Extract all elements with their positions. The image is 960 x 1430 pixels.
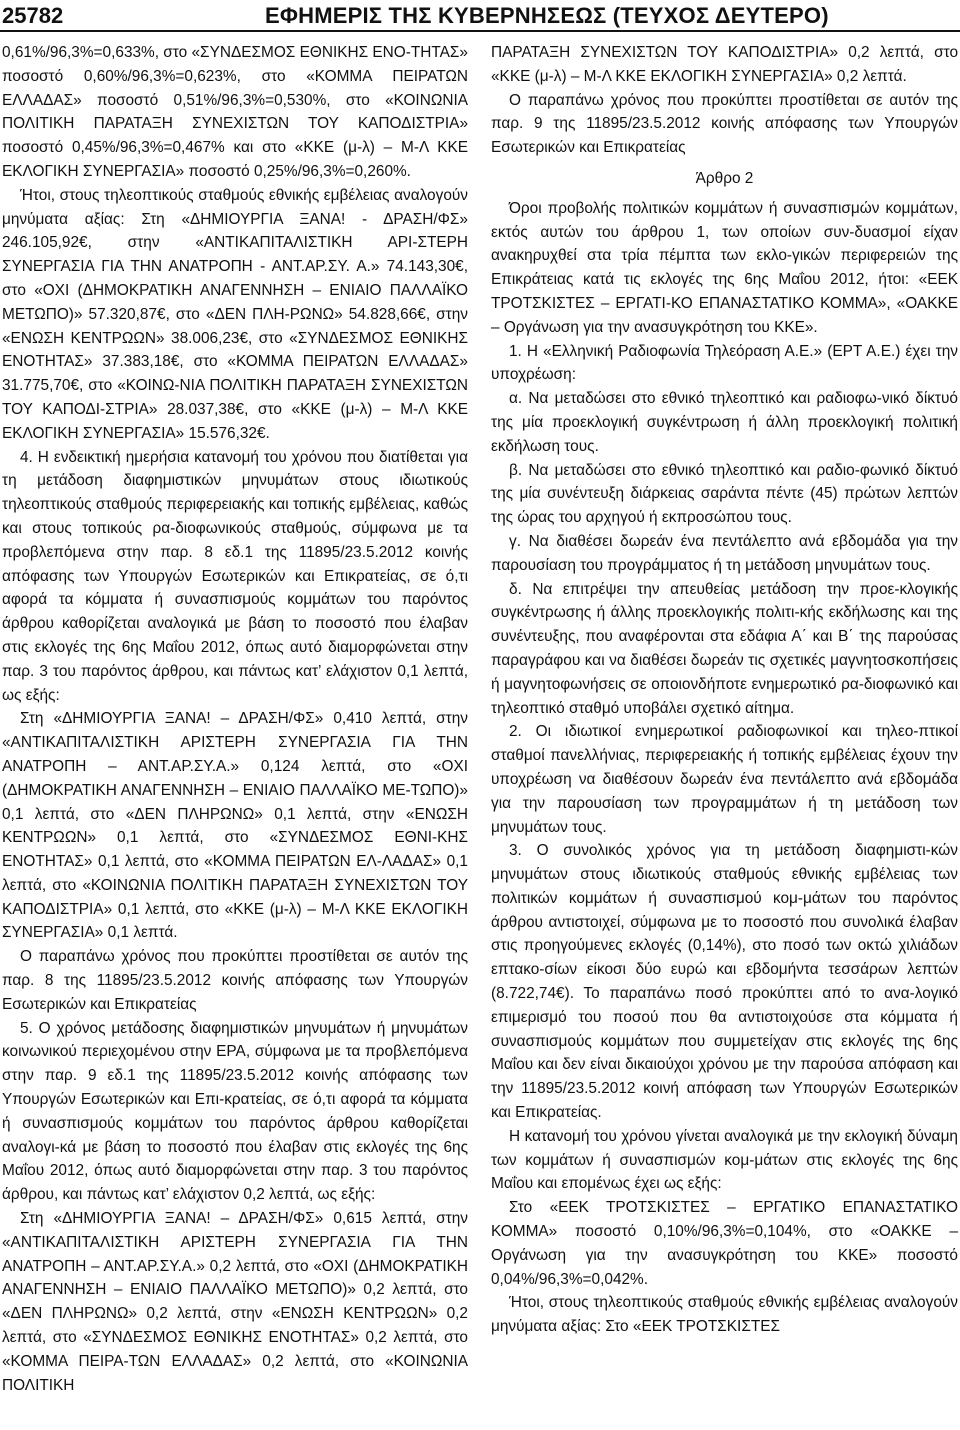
paragraph: 4. Η ενδεικτική ημερήσια κατανομή του χρόνου που διατίθεται για τη μετάδοση διαφημιστικών μηνυμάτων στους ιδιωτικούς τηλεοπτικούς σταθμούς περιφερειακής και τοπικής εμβέλειας, καθώς και στους τοπικούς ρα-διοφωνικούς σταθμούς, σύμφωνα με τα προβλεπόμενα στην παρ. 8 εδ.1 της 11895/23.5.2012 κοινής απόφασης των Υπουργών Εσωτερικών και Επικρατείας, σε ό,τι αφορά τα κόμματα ή συνασπισμούς κομμάτων του παρόντος άρθρου καθορίζεται αναλογικά με βάση το ποσοστό που έλαβαν στις εκλογές της 6ης Μαΐου 2012, όπως αυτό διαμορφώνεται στην παρ. 3 του παρόντος άρθρου, και πάντως κατ’ ελάχιστον 0,1 λεπτά, ως εξής: [2, 448, 468, 704]
paragraph: δ. Να επιτρέψει την απευθείας μετάδοση την προε-κλογικής συγκέντρωσης ή άλλης προεκλογικής πολιτι-κής εκδήλωσης και της συνέντευξης, που αναφέρονται στα εδάφια Α΄ και Β΄ της παρούσας παραγράφου και να διαθέσει δωρεάν τις σχετικές μαγνητοσκοπήσεις ή μαγνητοφωνήσεις σε οποιονδήποτε ενημερωτικό ρα-διοφωνικό και τηλεοπτικό σταθμό υποβάλει σχετικό αίτημα. [491, 580, 958, 717]
page-header [0, 0, 960, 30]
article-heading: Άρθρο 2 [695, 169, 754, 187]
paragraph: α. Να μεταδώσει στο εθνικό τηλεοπτικό και ραδιοφω-νικό δίκτυό της μία προεκλογική συγκέντρωση ή άλλη προεκλογική πολιτική εκδήλωση τους. [491, 390, 958, 455]
paragraph: Όροι προβολής πολιτικών κομμάτων ή συνασπισμών κομμάτων, εκτός αυτών του άρθρου 1, των οποίων συν-δυασμοί είχαν ανακηρυχθεί στα τρία πέμπτα των εκλο-γικών περιφερειών της Επικράτειας κατά τις εκλογές της 6ης Μαΐου 2012, ήτοι: «ΕΕΚ ΤΡΟΤΣΚΙΣΤΕΣ – ΕΡΓΑΤΙ-ΚΟ ΕΠΑΝΑΣΤΑΤΙΚΟ ΚΟΜΜΑ», «ΟΑΚΚΕ – Οργάνωση για την ανασυγκρότηση του ΚΚΕ». [491, 199, 958, 336]
paragraph: ΠΑΡΑΤΑΞΗ ΣΥΝΕΧΙΣΤΩΝ ΤΟΥ ΚΑΠΟΔΙΣΤΡΙΑ» 0,2 λεπτά, στο «ΚΚΕ (μ-λ) – Μ-Λ ΚΚΕ ΕΚΛΟΓΙΚΗ ΣΥΝΕΡΓΑΣΙΑ» 0,2 λεπτά. [491, 44, 958, 85]
paragraph: Η κατανομή του χρόνου γίνεται αναλογικά με την εκλογική δύναμη των κομμάτων ή συνασπισμών κομ-μάτων στις εκλογές της 6ης Μαΐου και επομένως έχει ως εξής: [491, 1127, 958, 1193]
paragraph: Στη «ΔΗΜΙΟΥΡΓΙΑ ΞΑΝΑ! – ΔΡΑΣΗ/ΦΣ» 0,615 λεπτά, στην «ΑΝΤΙΚΑΠΙΤΑΛΙΣΤΙΚΗ ΑΡΙΣΤΕΡΗ ΣΥΝΕΡΓΑΣΙΑ ΓΙΑ ΤΗΝ ΑΝΑΤΡΟΠΗ – ΑΝΤ.ΑΡ.ΣΥ.Α.» 0,2 λεπτά, στο «ΟΧΙ (ΔΗΜΟΚΡΑΤΙΚΗ ΑΝΑΓΕΝΝΗΣΗ – ΕΝΙΑΙΟ ΠΑΛΛΑΪΚΟ ΜΕΤΩΠΟ)» 0,2 λεπτά, στο «ΔΕΝ ΠΛΗΡΩΝΩ» 0,2 λεπτά, στην «ΕΝΩΣΗ ΚΕΝΤΡΩΩΝ» 0,2 λεπτά, στο «ΣΥΝΔΕΣΜΟΣ ΕΘΝΙΚΗΣ ΕΝΟΤΗΤΑΣ» 0,2 λεπτά, στο «ΚΟΜΜΑ ΠΕΙΡΑ-ΤΩΝ ΕΛΛΑΔΑΣ» 0,2 λεπτά, στο «ΚΟΙΝΩΝΙΑ ΠΟΛΙΤΙΚΗ [2, 1210, 468, 1394]
paragraph: 1. Η «Ελληνική Ραδιοφωνία Τηλεόραση Α.Ε.» (ΕΡΤ Α.Ε.) έχει την υποχρέωση: [491, 342, 958, 384]
paragraph: γ. Να διαθέσει δωρεάν ένα πεντάλεπτο ανά εβδομάδα για την παρουσίαση του προγράμματος ή τη μετάδοση μηνυμάτων τους. [491, 532, 958, 574]
header-rule [0, 30, 960, 32]
gazette-title: ΕΦΗΜΕΡΙΣ ΤΗΣ ΚΥΒΕΡΝΗΣΕΩΣ (ΤΕΥΧΟΣ ΔΕΥΤΕΡΟ) [265, 3, 829, 28]
paragraph: 0,61%/96,3%=0,633%, στο «ΣΥΝΔΕΣΜΟΣ ΕΘΝΙΚΗΣ ΕΝΟ-ΤΗΤΑΣ» ποσοστό 0,60%/96,3%=0,623%, στο «ΚΟΜΜΑ ΠΕΙΡΑΤΩΝ ΕΛΛΑΔΑΣ» ποσοστό 0,51%/96,3%=0,530%, στο «ΚΟΙΝΩΝΙΑ ΠΟΛΙΤΙΚΗ ΠΑΡΑΤΑΞΗ ΣΥΝΕΧΙΣΤΩΝ ΤΟΥ ΚΑΠΟΔΙΣΤΡΙΑ» ποσοστό 0,45%/96,3%=0,467% και στο «ΚΚΕ (μ-λ) – Μ-Λ ΚΚΕ ΕΚΛΟΓΙΚΗ ΣΥΝΕΡΓΑΣΙΑ» ποσοστό 0,25%/96,3%=0,260%. [2, 44, 468, 180]
paragraph: Ο παραπάνω χρόνος που προκύπτει προστίθεται σε αυτόν της παρ. 9 της 11895/23.5.2012 κοινής απόφασης των Υπουργών Εσωτερικών και Επικρατείας [491, 91, 958, 157]
paragraph: 3. Ο συνολικός χρόνος για τη μετάδοση διαφημιστι-κών μηνυμάτων στους ιδιωτικούς σταθμούς εθνικής εμβέλειας των πολιτικών κομμάτων ή συνασπισμού κομ-μάτων του παρόντος άρθρου αντιστοιχεί, σύμφωνα με το ποσοστό που συνολικά έλαβαν στις προηγούμενες εκλογές (0,14%), στο ποσό των οκτώ χιλιάδων επτακο-σίων είκοσι δύο ευρώ και εβδομήντα τεσσάρων λεπτών (8.722,74€). Το παραπάνω ποσό προκύπτει από το ανα-λογικό επιμερισμό του ποσού που θα αντιστοιχούσε στα κόμματα ή συνασπισμούς κομμάτων που συμμετείχαν στις εκλογές της 6ης Μαΐου και δεν είναι δικαιούχοι χρόνου με την παρούσα απόφαση και την 11895/23.5.2012 κοινή απόφαση των Υπουργών Εσωτερικών και Επικρατείας. [491, 842, 958, 1122]
paragraph: 2. Οι ιδιωτικοί ενημερωτικοί ραδιοφωνικοί και τηλεο-πτικοί σταθμοί πανελλήνιας, περιφερειακής ή τοπικής εμβέλειας έχουν την υποχρέωση να διαθέσουν δωρεάν ένα πεντάλεπτο ανά εβδομάδα για την παρουσίαση των προγραμμάτων ή τη μετάδοση των μηνυμάτων τους. [491, 723, 958, 836]
left-column [2, 41, 468, 1397]
paragraph: 5. Ο χρόνος μετάδοσης διαφημιστικών μηνυμάτων ή μηνυμάτων κοινωνικού περιεχομένου στην ΕΡΑ, σύμφωνα με τα προβλεπόμενα στην παρ. 9 εδ.1 της 11895/23.5.2012 κοινής απόφασης των Υπουργών Εσωτερικών και Επι-κρατείας, σε ό,τι αφορά τα κόμματα ή συνασπισμούς κομμάτων του παρόντος άρθρου καθορίζεται αναλογι-κά με βάση το ποσοστό που έλαβαν στις εκλογές της 6ης Μαΐου 2012, όπως αυτό διαμορφώνεται στην παρ. 3 του παρόντος άρθρου, και πάντως κατ’ ελάχιστον 0,2 λεπτά, ως εξής: [2, 1019, 468, 1204]
paragraph: Στη «ΔΗΜΙΟΥΡΓΙΑ ΞΑΝΑ! – ΔΡΑΣΗ/ΦΣ» 0,410 λεπτά, στην «ΑΝΤΙΚΑΠΙΤΑΛΙΣΤΙΚΗ ΑΡΙΣΤΕΡΗ ΣΥΝΕΡΓΑΣΙΑ ΓΙΑ ΤΗΝ ΑΝΑΤΡΟΠΗ – ΑΝΤ.ΑΡ.ΣΥ.Α.» 0,124 λεπτά, στο «ΟΧΙ (ΔΗΜΟΚΡΑΤΙΚΗ ΑΝΑΓΕΝΝΗΣΗ – ΕΝΙΑΙΟ ΠΑΛΛΑΪΚΟ ΜΕ-ΤΩΠΟ)» 0,1 λεπτά, στο «ΔΕΝ ΠΛΗΡΩΝΩ» 0,1 λεπτά, στην «ΕΝΩΣΗ ΚΕΝΤΡΩΩΝ» 0,1 λεπτά, στο «ΣΥΝΔΕΣΜΟΣ ΕΘΝΙ-ΚΗΣ ΕΝΟΤΗΤΑΣ» 0,1 λεπτά, στο «ΚΟΜΜΑ ΠΕΙΡΑΤΩΝ ΕΛ-ΛΑΔΑΣ» 0,1 λεπτά, στο «ΚΟΙΝΩΝΙΑ ΠΟΛΙΤΙΚΗ ΠΑΡΑΤΑΞΗ ΣΥΝΕΧΙΣΤΩΝ ΤΟΥ ΚΑΠΟΔΙΣΤΡΙΑ» 0,1 λεπτά, στο «ΚΚΕ (μ-λ) – Μ-Λ ΚΚΕ ΕΚΛΟΓΙΚΗ ΣΥΝΕΡΓΑΣΙΑ» 0,1 λεπτά. [2, 710, 468, 942]
paragraph: β. Να μεταδώσει στο εθνικό τηλεοπτικό και ραδιο-φωνικό δίκτυό της μία συνέντευξη διάρκειας σαράντα πέντε (45) πρώτων λεπτών της ώρας του αρχηγού ή εκπροσώπου τους. [491, 461, 958, 527]
paragraph: Ήτοι, στους τηλεοπτικούς σταθμούς εθνικής εμβέλειας αναλογούν μηνύματα αξίας: Στη «ΔΗΜΙΟΥΡΓΙΑ ΞΑΝΑ! - ΔΡΑΣΗ/ΦΣ» 246.105,92€, στην «ΑΝΤΙΚΑΠΙΤΑΛΙΣΤΙΚΗ ΑΡΙ-ΣΤΕΡΗ ΣΥΝΕΡΓΑΣΙΑ ΓΙΑ ΤΗΝ ΑΝΑΤΡΟΠΗ - ΑΝΤ.ΑΡ.ΣΥ. Α.» 74.143,30€, στο «ΟΧΙ (ΔΗΜΟΚΡΑΤΙΚΗ ΑΝΑΓΕΝΝΗΣΗ – ΕΝΙΑΙΟ ΠΑΛΛΑΪΚΟ ΜΕΤΩΠΟ)» 57.320,87€, στο «ΔΕΝ ΠΛΗ-ΡΩΝΩ» 54.828,66€, στην «ΕΝΩΣΗ ΚΕΝΤΡΩΩΝ» 38.006,23€, στο «ΣΥΝΔΕΣΜΟΣ ΕΘΝΙΚΗΣ ΕΝΟΤΗΤΑΣ» 37.383,18€, στο «ΚΟΜΜΑ ΠΕΙΡΑΤΩΝ ΕΛΛΑΔΑΣ» 31.775,70€, στο «ΚΟΙΝΩ-ΝΙΑ ΠΟΛΙΤΙΚΗ ΠΑΡΑΤΑΞΗ ΣΥΝΕΧΙΣΤΩΝ ΤΟΥ ΚΑΠΟΔΙ-ΣΤΡΙΑ» 28.037,38€, στο «ΚΚΕ (μ-λ) – Μ-Λ ΚΚΕ ΕΚΛΟΓΙΚΗ ΣΥΝΕΡΓΑΣΙΑ» 15.576,32€. [2, 186, 468, 442]
paragraph: Ήτοι, στους τηλεοπτικούς σταθμούς εθνικής εμβέλειας αναλογούν μηνύματα αξίας: Στο «ΕΕΚ ΤΡΟΤΣΚΙΣΤΕΣ [491, 1294, 958, 1336]
paragraph: Ο παραπάνω χρόνος που προκύπτει προστίθεται σε αυτόν της παρ. 8 της 11895/23.5.2012 κοινής απόφασης των Υπουργών Εσωτερικών και Επικρατείας [2, 948, 468, 1013]
page-number: 25782 [2, 3, 64, 28]
paragraph: Στο «ΕΕΚ ΤΡΟΤΣΚΙΣΤΕΣ – ΕΡΓΑΤΙΚΟ ΕΠΑΝΑΣΤΑΤΙΚΟ ΚΟΜΜΑ» ποσοστό 0,10%/96,3%=0,104%, στο «ΟΑΚΚΕ – Οργάνωση για την ανασυγκρότηση του ΚΚΕ» ποσοστό 0,04%/96,3%=0,042%. [491, 1199, 958, 1288]
right-column [491, 41, 958, 1339]
